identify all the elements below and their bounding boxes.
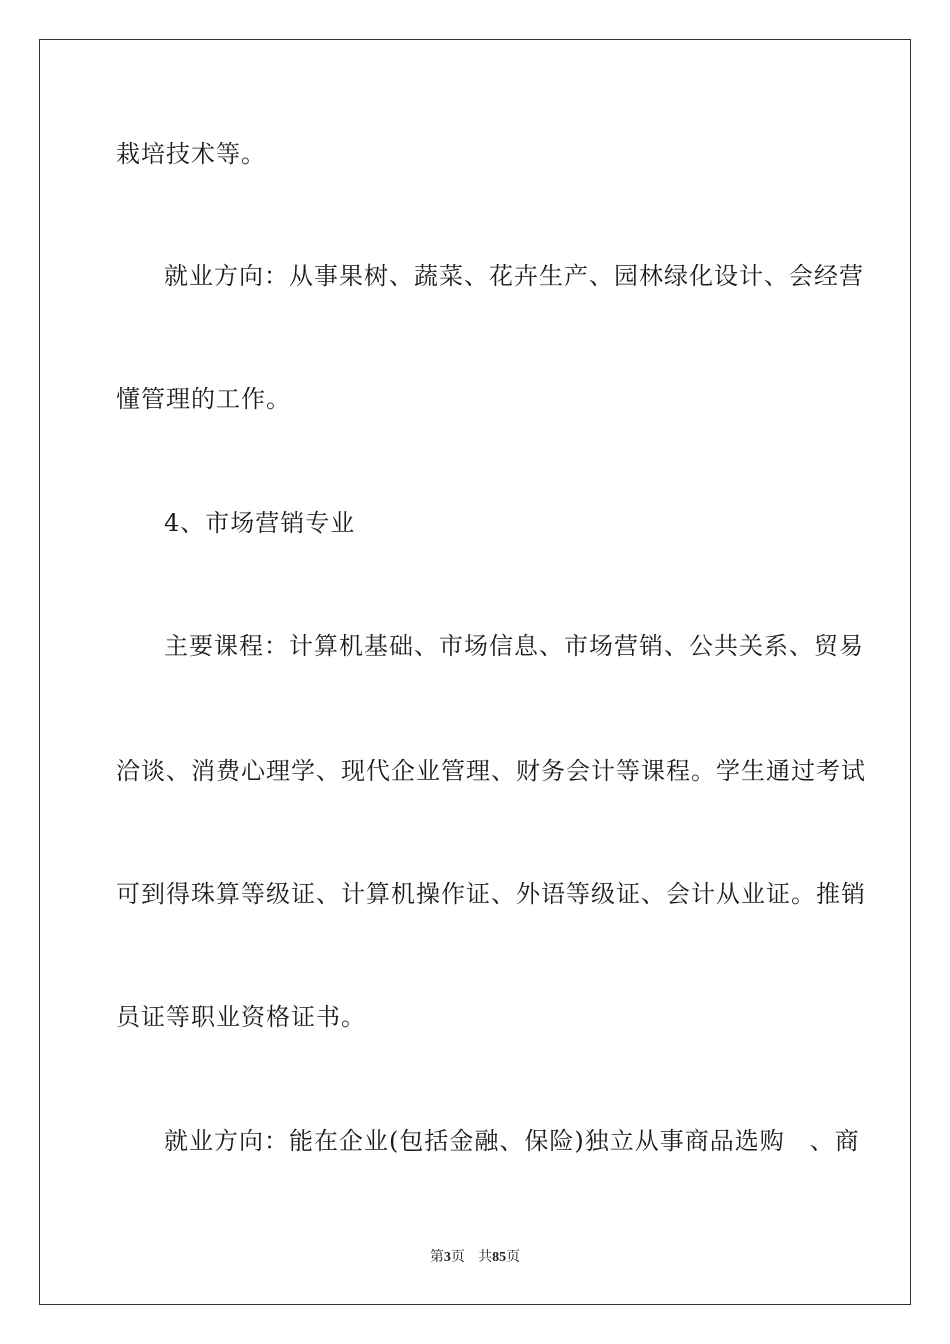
text-line-7: 可到得珠算等级证、计算机操作证、外语等级证、会计从业证。推销 (116, 880, 866, 908)
footer-page-suffix: 页 (450, 1249, 465, 1265)
footer-total-pages: 85 (492, 1250, 507, 1265)
text-line-1: 栽培技术等。 (116, 140, 266, 168)
text-line-8: 员证等职业资格证书。 (116, 1003, 366, 1031)
text-line-9: 就业方向：能在企业(包括金融、保险)独立从事商品选购 、商 (164, 1127, 860, 1155)
footer-total-prefix: 共 (478, 1249, 493, 1265)
text-line-3: 懂管理的工作。 (116, 385, 291, 413)
page-footer (0, 1248, 950, 1267)
text-line-5: 主要课程：计算机基础、市场信息、市场营销、公共关系、贸易 (164, 632, 864, 660)
footer-page-number: 3 (443, 1250, 451, 1265)
text-line-6: 洽谈、消费心理学、现代企业管理、财务会计等课程。学生通过考试 (116, 757, 866, 785)
footer-total-suffix: 页 (506, 1249, 521, 1265)
section-heading: 4、市场营销专业 (164, 509, 356, 537)
text-line-2: 就业方向：从事果树、蔬菜、花卉生产、园林绿化设计、会经营 (164, 262, 864, 290)
page-border (39, 39, 911, 1305)
footer-page-prefix: 第 (429, 1249, 444, 1265)
